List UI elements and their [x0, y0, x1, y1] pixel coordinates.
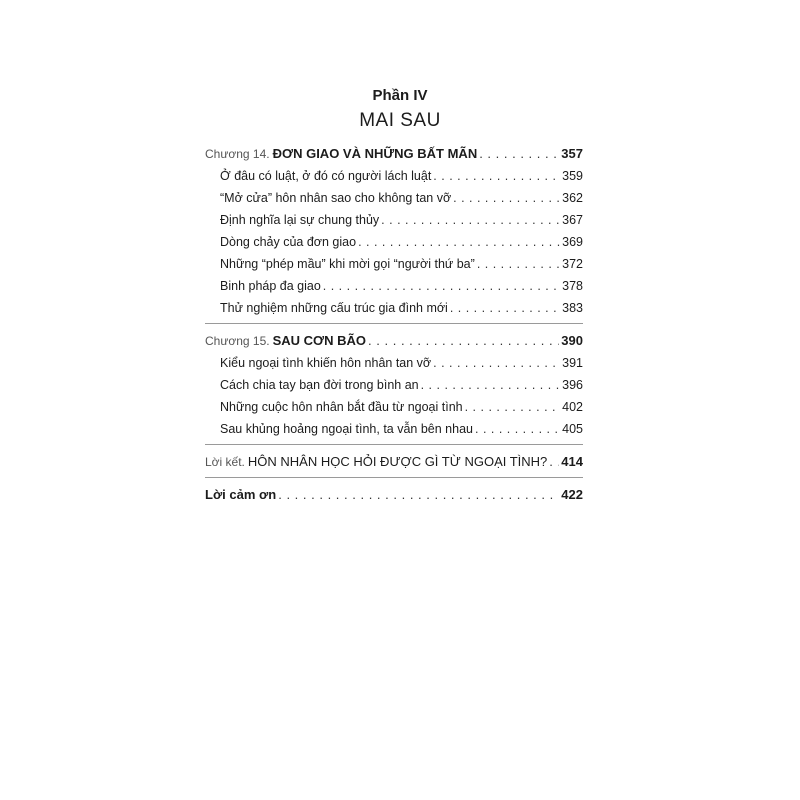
toc-item-page: 405 — [562, 422, 583, 436]
toc-item[interactable] — [205, 418, 583, 440]
toc-item-title: Binh pháp đa giao — [220, 279, 321, 293]
chapter-15-page: 390 — [561, 333, 583, 348]
epilogue-prefix: Lời kết. — [205, 455, 245, 469]
chapter-15-prefix: Chương 15. — [205, 334, 270, 348]
leader-dots — [453, 187, 560, 209]
leader-dots — [433, 165, 560, 187]
leader-dots — [421, 374, 561, 396]
leader-dots — [477, 253, 560, 275]
toc-item[interactable] — [205, 253, 583, 275]
toc-item-page: 367 — [562, 213, 583, 227]
part-label: Phần IV — [372, 87, 428, 104]
leader-dots — [368, 330, 559, 352]
chapter-15-title: SAU CƠN BÃO — [272, 333, 367, 348]
divider — [205, 323, 583, 324]
toc-item[interactable] — [205, 374, 583, 396]
epilogue-entry[interactable] — [205, 451, 583, 473]
toc-item[interactable] — [205, 297, 583, 319]
part-title: MAI SAU — [359, 110, 441, 131]
leader-dots — [465, 396, 561, 418]
toc-item-page: 396 — [562, 378, 583, 392]
table-of-contents — [205, 143, 583, 506]
acknowledgements-title: Lời cảm ơn — [205, 487, 277, 502]
toc-item-page: 378 — [562, 279, 583, 293]
toc-item-page: 383 — [562, 301, 583, 315]
leader-dots — [358, 231, 560, 253]
leader-dots — [479, 143, 559, 165]
chapter-15-entry[interactable] — [205, 330, 583, 352]
leader-dots — [381, 209, 560, 231]
toc-item-title: Những cuộc hôn nhân bắt đầu từ ngoại tình — [220, 400, 463, 414]
toc-item[interactable] — [205, 352, 583, 374]
leader-dots — [475, 418, 560, 440]
leader-dots — [450, 297, 560, 319]
epilogue-title: HÔN NHÂN HỌC HỎI ĐƯỢC GÌ TỪ NGOẠI TÌNH? — [247, 454, 548, 469]
toc-item-page: 391 — [562, 356, 583, 370]
leader-dots — [323, 275, 560, 297]
toc-item[interactable] — [205, 187, 583, 209]
toc-item[interactable] — [205, 165, 583, 187]
toc-item-title: Cách chia tay bạn đời trong bình an — [220, 378, 419, 392]
toc-item-title: Định nghĩa lại sự chung thủy — [220, 213, 380, 227]
chapter-14-prefix: Chương 14. — [205, 147, 270, 161]
toc-item-title: “Mở cửa” hôn nhân sao cho không tan vỡ — [220, 191, 452, 205]
chapter-14-title: ĐƠN GIAO VÀ NHỮNG BẤT MÃN — [272, 146, 478, 161]
toc-item-page: 362 — [562, 191, 583, 205]
leader-dots — [278, 484, 559, 506]
toc-item-page: 359 — [562, 169, 583, 183]
acknowledgements-entry[interactable] — [205, 484, 583, 506]
toc-item-title: Thử nghiệm những cấu trúc gia đình mới — [220, 301, 448, 315]
toc-item[interactable] — [205, 275, 583, 297]
toc-item-title: Kiểu ngoại tình khiến hôn nhân tan vỡ — [220, 356, 432, 370]
chapter-14-entry[interactable] — [205, 143, 583, 165]
toc-item-title: Sau khủng hoảng ngoại tình, ta vẫn bên nhau — [220, 422, 473, 436]
chapter-14-page: 357 — [561, 146, 583, 161]
divider — [205, 444, 583, 445]
divider — [205, 477, 583, 478]
toc-item[interactable] — [205, 209, 583, 231]
leader-dots — [433, 352, 560, 374]
toc-item[interactable] — [205, 396, 583, 418]
toc-item-page: 402 — [562, 400, 583, 414]
toc-item-page: 372 — [562, 257, 583, 271]
toc-item-title: Những “phép mầu” khi mời gọi “người thứ ba” — [220, 257, 475, 271]
epilogue-page: 414 — [561, 454, 583, 469]
toc-item-title: Dòng chảy của đơn giao — [220, 235, 357, 249]
toc-item[interactable] — [205, 231, 583, 253]
leader-dots — [549, 451, 559, 473]
toc-item-page: 369 — [562, 235, 583, 249]
acknowledgements-page: 422 — [561, 487, 583, 502]
toc-item-title: Ở đâu có luật, ở đó có người lách luật — [220, 169, 432, 183]
